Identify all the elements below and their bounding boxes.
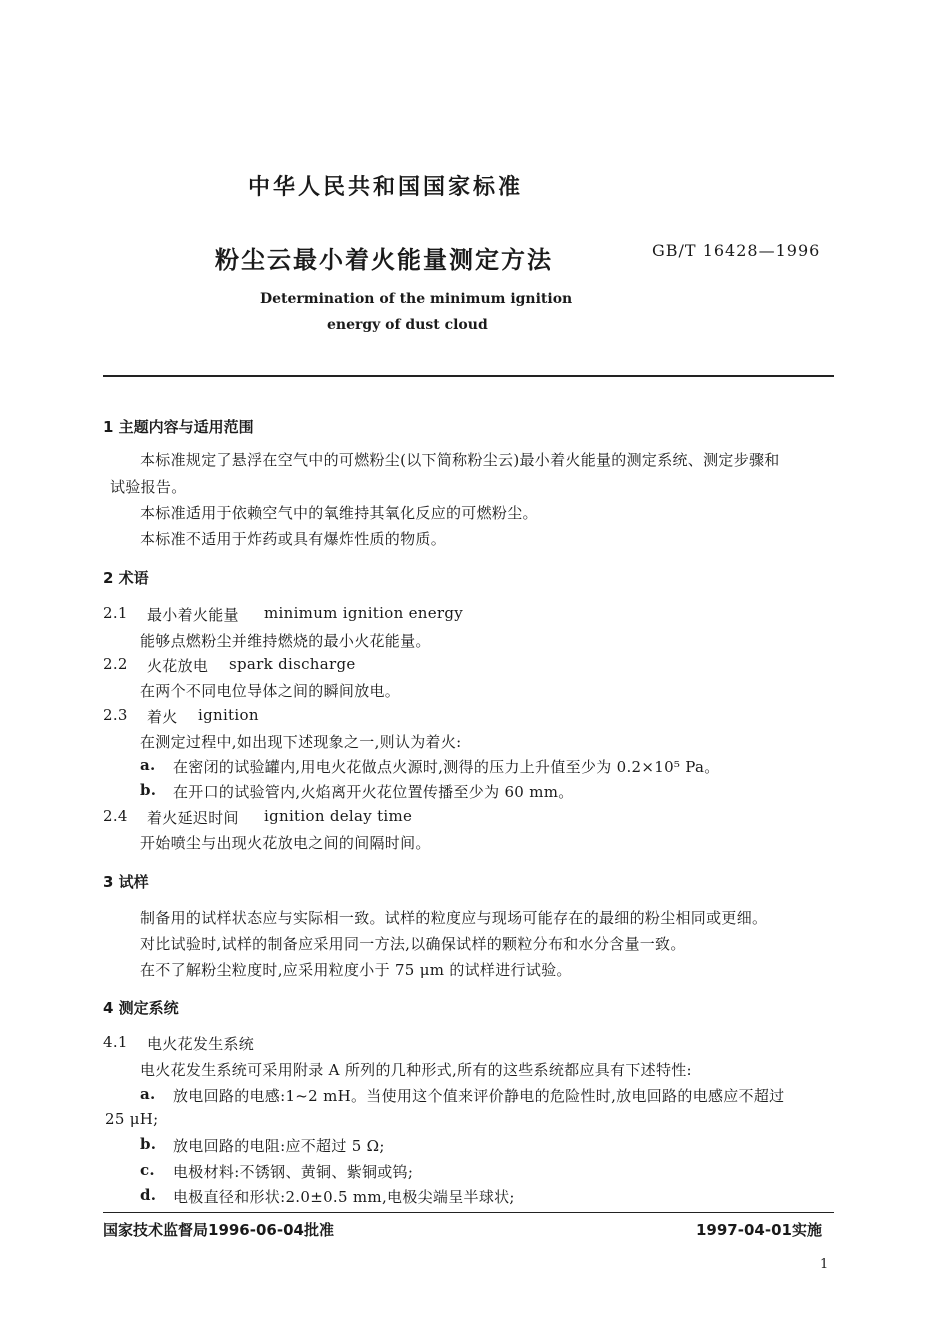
term-2-1-number: 2.1 <box>103 604 128 622</box>
term-2-1-english: minimum ignition energy <box>264 604 464 622</box>
footer-divider <box>103 1212 834 1213</box>
header-divider <box>103 375 834 377</box>
term-2-3-number: 2.3 <box>103 706 128 724</box>
term-2-3-item-a-label: a. <box>140 756 156 774</box>
section-3-heading: 3 试样 <box>103 873 149 891</box>
term-2-2-english: spark discharge <box>229 655 356 673</box>
spec-item-d-label: d. <box>140 1186 157 1204</box>
term-2-4-name: 着火延迟时间 <box>147 809 239 827</box>
section-1-paragraph-1: 本标准规定了悬浮在空气中的可燃粉尘(以下简称粉尘云)最小着火能量的测定系统、测定步骤和 <box>140 451 780 469</box>
document-title-en-line2: energy of dust cloud <box>327 317 488 333</box>
document-title-en-line1: Determination of the minimum ignition <box>260 291 573 307</box>
implementation-date: 1997-04-01实施 <box>696 1221 822 1239</box>
spec-item-b-label: b. <box>140 1135 157 1153</box>
term-2-4-english: ignition delay time <box>264 807 413 825</box>
section-4-heading: 4 测定系统 <box>103 999 179 1017</box>
spec-item-c-text: 电极材料:不锈钢、黄铜、紫铜或钨; <box>173 1163 414 1181</box>
term-2-1-name: 最小着火能量 <box>147 606 239 624</box>
term-2-3-item-a-text: 在密闭的试验罐内,用电火花做点火源时,测得的压力上升值至少为 0.2×10⁵ Pa。 <box>173 758 720 776</box>
section-1-paragraph-3: 本标准不适用于炸药或具有爆炸性质的物质。 <box>140 530 447 548</box>
term-2-4-definition: 开始喷尘与出现火花放电之间的间隔时间。 <box>140 834 431 852</box>
spec-item-b-text: 放电回路的电阻:应不超过 5 Ω; <box>173 1137 385 1155</box>
standard-code: GB/T 16428—1996 <box>652 241 821 260</box>
term-2-3-definition: 在测定过程中,如出现下述现象之一,则认为着火: <box>140 733 462 751</box>
term-2-3-item-b-label: b. <box>140 781 157 799</box>
spec-item-a-label: a. <box>140 1085 156 1103</box>
spec-item-a-continuation: 25 μH; <box>105 1110 159 1128</box>
national-standard-title: 中华人民共和国国家标准 <box>248 175 524 200</box>
subsection-4-1-number: 4.1 <box>103 1033 128 1051</box>
spec-item-a-text: 放电回路的电感:1~2 mH。当使用这个值来评价静电的危险性时,放电回路的电感应不超过 <box>173 1087 785 1105</box>
section-1-heading: 1 主题内容与适用范围 <box>103 418 254 436</box>
section-1-paragraph-2: 本标准适用于依赖空气中的氧维持其氧化反应的可燃粉尘。 <box>140 504 538 522</box>
approval-info: 国家技术监督局1996-06-04批准 <box>103 1221 334 1239</box>
term-2-2-definition: 在两个不同电位导体之间的瞬间放电。 <box>140 682 401 700</box>
document-title-cn: 粉尘云最小着火能量测定方法 <box>215 246 553 274</box>
section-2-heading: 2 术语 <box>103 569 149 587</box>
term-2-3-item-b-text: 在开口的试验管内,火焰离开火花位置传播至少为 60 mm。 <box>173 783 574 801</box>
term-2-2-number: 2.2 <box>103 655 128 673</box>
subsection-4-1-intro: 电火花发生系统可采用附录 A 所列的几种形式,所有的这些系统都应具有下述特性: <box>140 1061 692 1079</box>
section-3-paragraph-2: 对比试验时,试样的制备应采用同一方法,以确保试样的颗粒分布和水分含量一致。 <box>140 935 686 953</box>
term-2-1-definition: 能够点燃粉尘并维持燃烧的最小火花能量。 <box>140 632 431 650</box>
term-2-3-english: ignition <box>198 706 259 724</box>
term-2-2-name: 火花放电 <box>147 657 209 675</box>
term-2-4-number: 2.4 <box>103 807 128 825</box>
spec-item-c-label: c. <box>140 1161 155 1179</box>
section-3-paragraph-3: 在不了解粉尘粒度时,应采用粒度小于 75 μm 的试样进行试验。 <box>140 961 572 979</box>
subsection-4-1-title: 电火花发生系统 <box>147 1035 255 1053</box>
section-3-paragraph-1: 制备用的试样状态应与实际相一致。试样的粒度应与现场可能存在的最细的粉尘相同或更细。 <box>140 909 768 927</box>
section-1-paragraph-1-cont: 试验报告。 <box>110 478 187 496</box>
spec-item-d-text: 电极直径和形状:2.0±0.5 mm,电极尖端呈半球状; <box>173 1188 515 1206</box>
page-number: 1 <box>820 1257 829 1272</box>
term-2-3-name: 着火 <box>147 708 178 726</box>
